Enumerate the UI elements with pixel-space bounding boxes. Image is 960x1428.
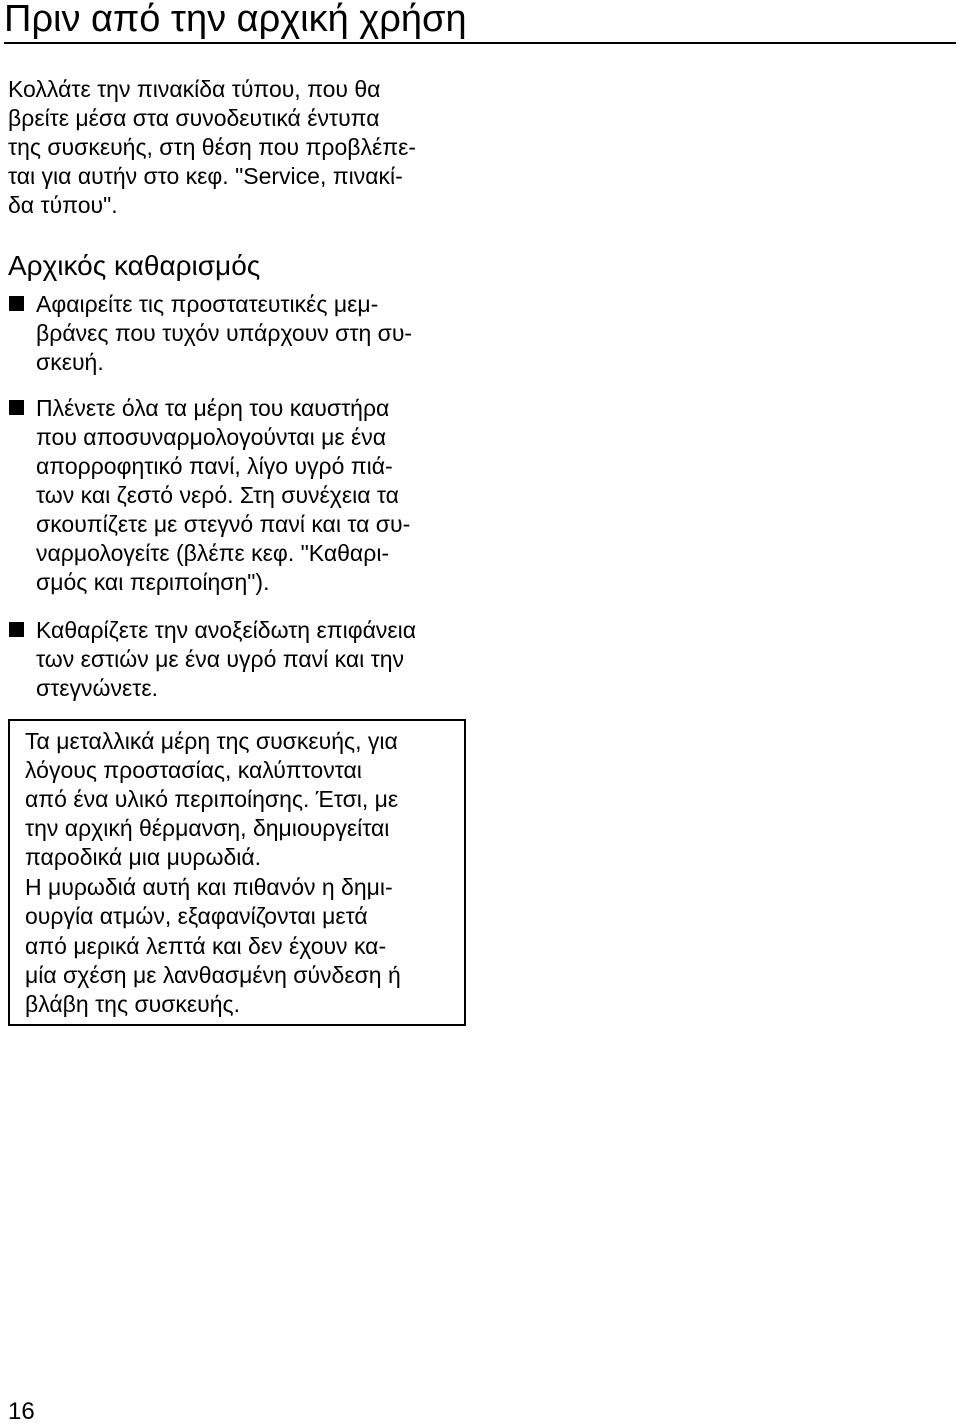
page-number: 16 (8, 1398, 35, 1425)
bullet-line: σμός και περιποίηση"). (36, 569, 270, 595)
note-line: βλάβη της συσκευής. (25, 991, 241, 1017)
bullet-line: που αποσυναρμολογούνται με ένα (36, 424, 387, 450)
note-line: μία σχέση με λανθασμένη σύνδεση ή (25, 962, 401, 988)
section-heading: Αρχικός καθαρισμός (8, 250, 261, 281)
bullet-line: Πλένετε όλα τα μέρη του καυστήρα (36, 395, 390, 421)
note-line: παροδικά μια μυρωδιά. (25, 844, 262, 870)
bullet-line: σκευή. (36, 349, 104, 375)
bullet-square-icon (9, 296, 24, 311)
page-title: Πριν από την αρχική χρήση (4, 0, 467, 40)
bullet-line: ναρμολογείτε (βλέπε κεφ. "Καθαρι- (36, 540, 390, 566)
bullet-line: Αφαιρείτε τις προστατευτικές μεμ- (36, 291, 379, 317)
note-line: από μερικά λεπτά και δεν έχουν κα- (25, 933, 387, 959)
intro-line: ται για αυτήν στο κεφ. "Service, πινακί- (8, 163, 403, 189)
bullet-line: των και ζεστό νερό. Στη συνέχεια τα (36, 482, 399, 508)
note-line: Η μυρωδιά αυτή και πιθανόν η δημι- (25, 874, 393, 900)
bullet-line: απορροφητικό πανί, λίγο υγρό πιά- (36, 453, 393, 479)
intro-line: βρείτε μέσα στα συνοδευτικά έντυπα (8, 105, 380, 131)
bullet-line: στεγνώνετε. (36, 675, 158, 701)
bullet-line: Καθαρίζετε την ανοξείδωτη επιφάνεια (36, 617, 417, 643)
bullet-line: βράνες που τυχόν υπάρχουν στη συ- (36, 320, 413, 346)
bullet-line: των εστιών με ένα υγρό πανί και την (36, 646, 405, 672)
note-line: ουργία ατμών, εξαφανίζονται μετά (25, 903, 368, 929)
intro-line: Κολλάτε την πινακίδα τύπου, που θα (8, 76, 381, 102)
note-line: από ένα υλικό περιποίησης. Έτσι, με (25, 786, 399, 812)
bullet-line: σκουπίζετε με στεγνό πανί και τα συ- (36, 511, 411, 537)
intro-line: δα τύπου". (8, 192, 118, 218)
note-line: λόγους προστασίας, καλύπτονται (25, 757, 362, 783)
intro-line: της συσκευής, στη θέση που προβλέπε- (8, 134, 417, 160)
bullet-square-icon (9, 622, 24, 637)
title-rule (4, 42, 956, 44)
note-line: Τα μεταλλικά μέρη της συσκευής, για (25, 728, 398, 754)
note-line: την αρχική θέρμανση, δημιουργείται (25, 815, 390, 841)
bullet-square-icon (9, 400, 24, 415)
